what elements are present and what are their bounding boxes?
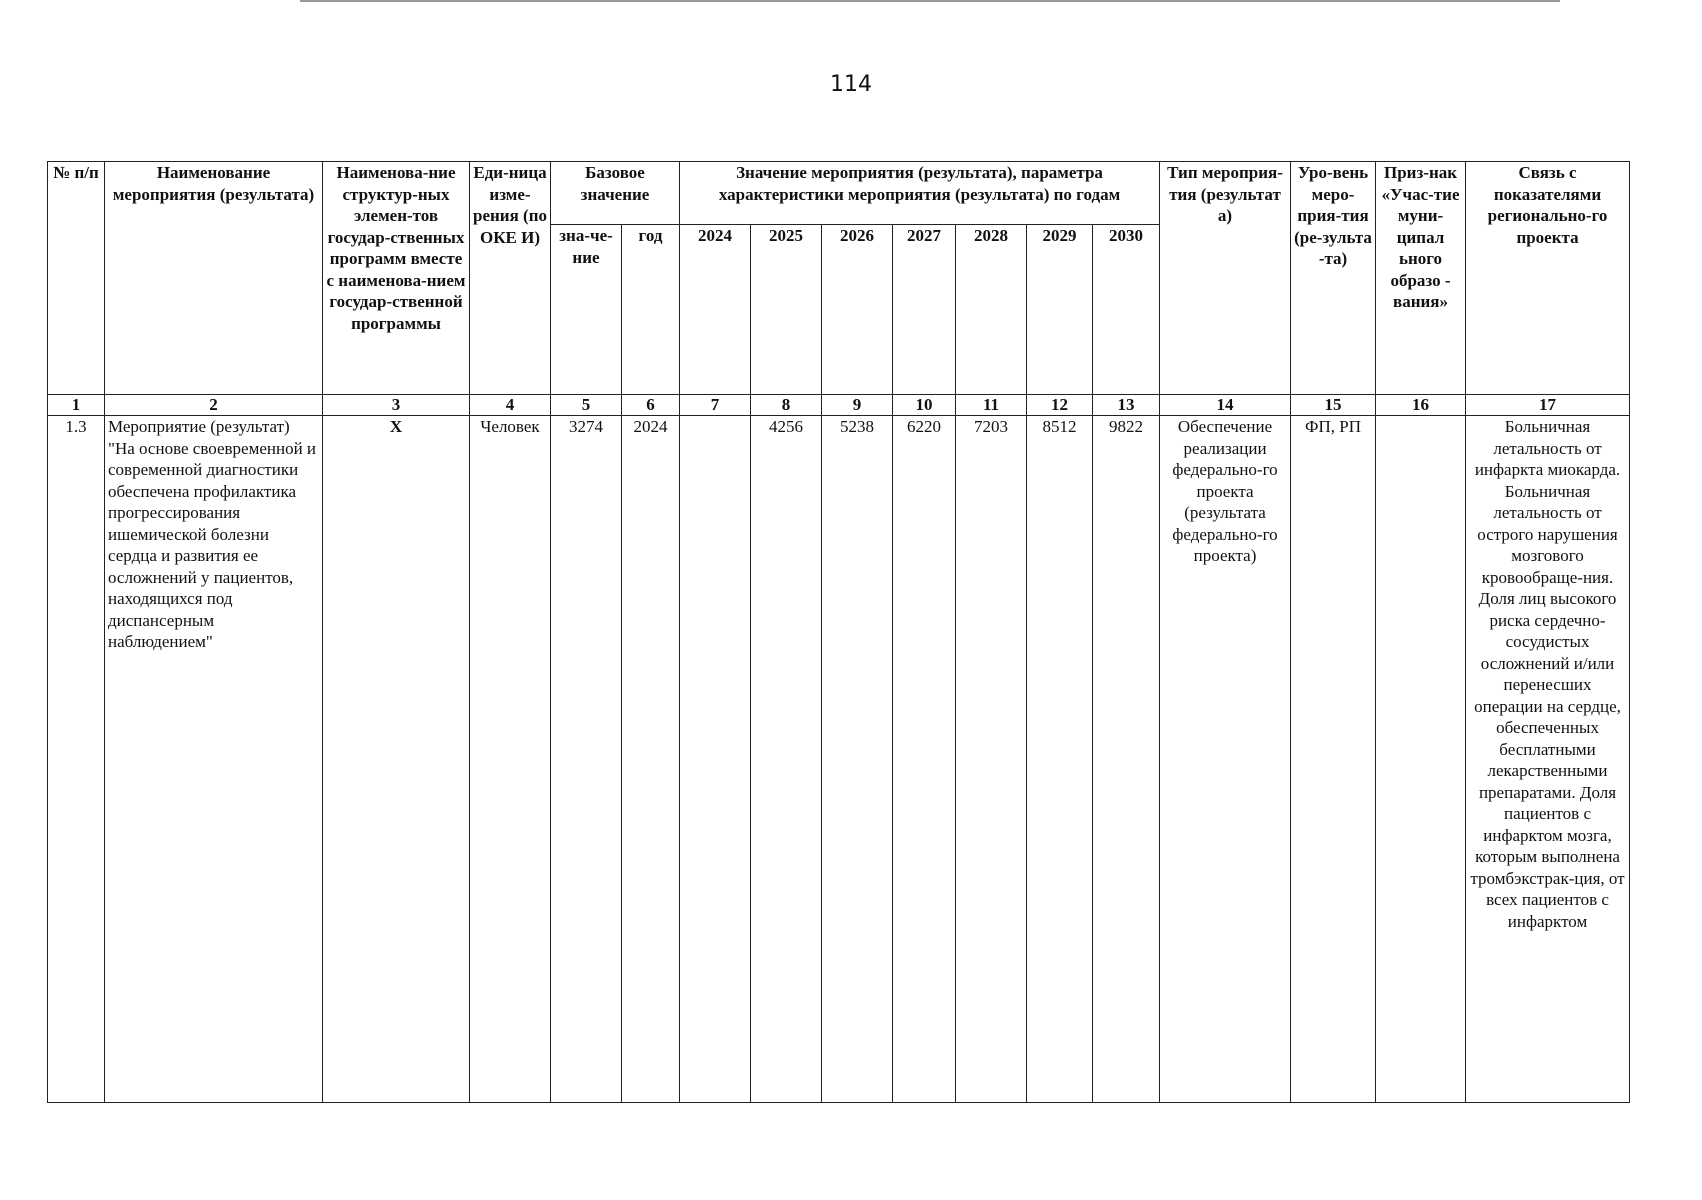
row-year-value: 7203	[956, 416, 1027, 1103]
row-year-value: 5238	[822, 416, 893, 1103]
column-number: 13	[1093, 395, 1160, 416]
column-number: 9	[822, 395, 893, 416]
row-struct: X	[323, 416, 470, 1103]
row-year-value: 4256	[751, 416, 822, 1103]
table-row	[48, 416, 1630, 1103]
header-unit: Еди-ница изме-рения (по ОКЕ И)	[470, 162, 551, 395]
header-row-1	[48, 162, 1630, 225]
header-base: Базовое значение	[551, 162, 680, 225]
column-number: 12	[1027, 395, 1093, 416]
row-year-value: 8512	[1027, 416, 1093, 1103]
header-base-year: год	[622, 225, 680, 395]
row-unit: Человек	[470, 416, 551, 1103]
header-sign: Приз-нак «Учас-тие муни-ципал ьного образо - вания»	[1376, 162, 1466, 395]
row-base-value: 3274	[551, 416, 622, 1103]
header-year: 2030	[1093, 225, 1160, 395]
row-name: Мероприятие (результат) "На основе своевременной и современной диагностики обеспечена профилактика прогрессирования ишемической болезни сердца и развития ее осложнений у пациентов, находящихся под диспансерным наблюдением"	[105, 416, 323, 1103]
row-level: ФП, РП	[1291, 416, 1376, 1103]
column-number: 10	[893, 395, 956, 416]
column-number: 8	[751, 395, 822, 416]
header-type: Тип мероприя-тия (результат а)	[1160, 162, 1291, 395]
header-link: Связь с показателями регионально-го проекта	[1466, 162, 1630, 395]
header-level: Уро-вень меро-прия-тия (ре-зульта -та)	[1291, 162, 1376, 395]
header-year: 2027	[893, 225, 956, 395]
column-number: 11	[956, 395, 1027, 416]
column-number: 15	[1291, 395, 1376, 416]
column-number: 14	[1160, 395, 1291, 416]
column-number: 17	[1466, 395, 1630, 416]
header-year: 2024	[680, 225, 751, 395]
row-base-year: 2024	[622, 416, 680, 1103]
row-link: Больничная летальность от инфаркта миокарда. Больничная летальность от острого нарушения мозгового кровообраще-ния. Доля лиц высокого риска сердечно-сосудистых осложнений и/или перенесших операции на сердце, обеспеченных бесплатными лекарственными препаратами. Доля пациентов с инфарктом мозга, которым выполнена тромбэкстрак-ция, от всех пациентов с инфарктом	[1466, 416, 1630, 1103]
row-num: 1.3	[48, 416, 105, 1103]
header-num: № п/п	[48, 162, 105, 395]
header-year: 2029	[1027, 225, 1093, 395]
row-sign	[1376, 416, 1466, 1103]
row-year-value: 6220	[893, 416, 956, 1103]
header-year: 2026	[822, 225, 893, 395]
header-values: Значение мероприятия (результата), параметра характеристики мероприятия (результата) по годам	[680, 162, 1160, 225]
column-number: 16	[1376, 395, 1466, 416]
header-struct: Наименова-ние структур-ных элемен-тов государ-ственных программ вместе с наименова-нием государ-ственной программы	[323, 162, 470, 395]
column-number: 3	[323, 395, 470, 416]
page-number: 114	[830, 72, 872, 97]
measures-table	[47, 161, 1630, 1103]
column-number: 2	[105, 395, 323, 416]
column-number: 6	[622, 395, 680, 416]
top-rule	[300, 0, 1560, 2]
column-number: 5	[551, 395, 622, 416]
column-number-row	[48, 395, 1630, 416]
header-name: Наименование мероприятия (результата)	[105, 162, 323, 395]
header-year: 2028	[956, 225, 1027, 395]
row-type: Обеспечение реализации федерально-го проекта (результата федерально-го проекта)	[1160, 416, 1291, 1103]
row-year-value: 9822	[1093, 416, 1160, 1103]
header-year: 2025	[751, 225, 822, 395]
row-year-value	[680, 416, 751, 1103]
column-number: 7	[680, 395, 751, 416]
column-number: 1	[48, 395, 105, 416]
header-base-value: зна-че-ние	[551, 225, 622, 395]
column-number: 4	[470, 395, 551, 416]
